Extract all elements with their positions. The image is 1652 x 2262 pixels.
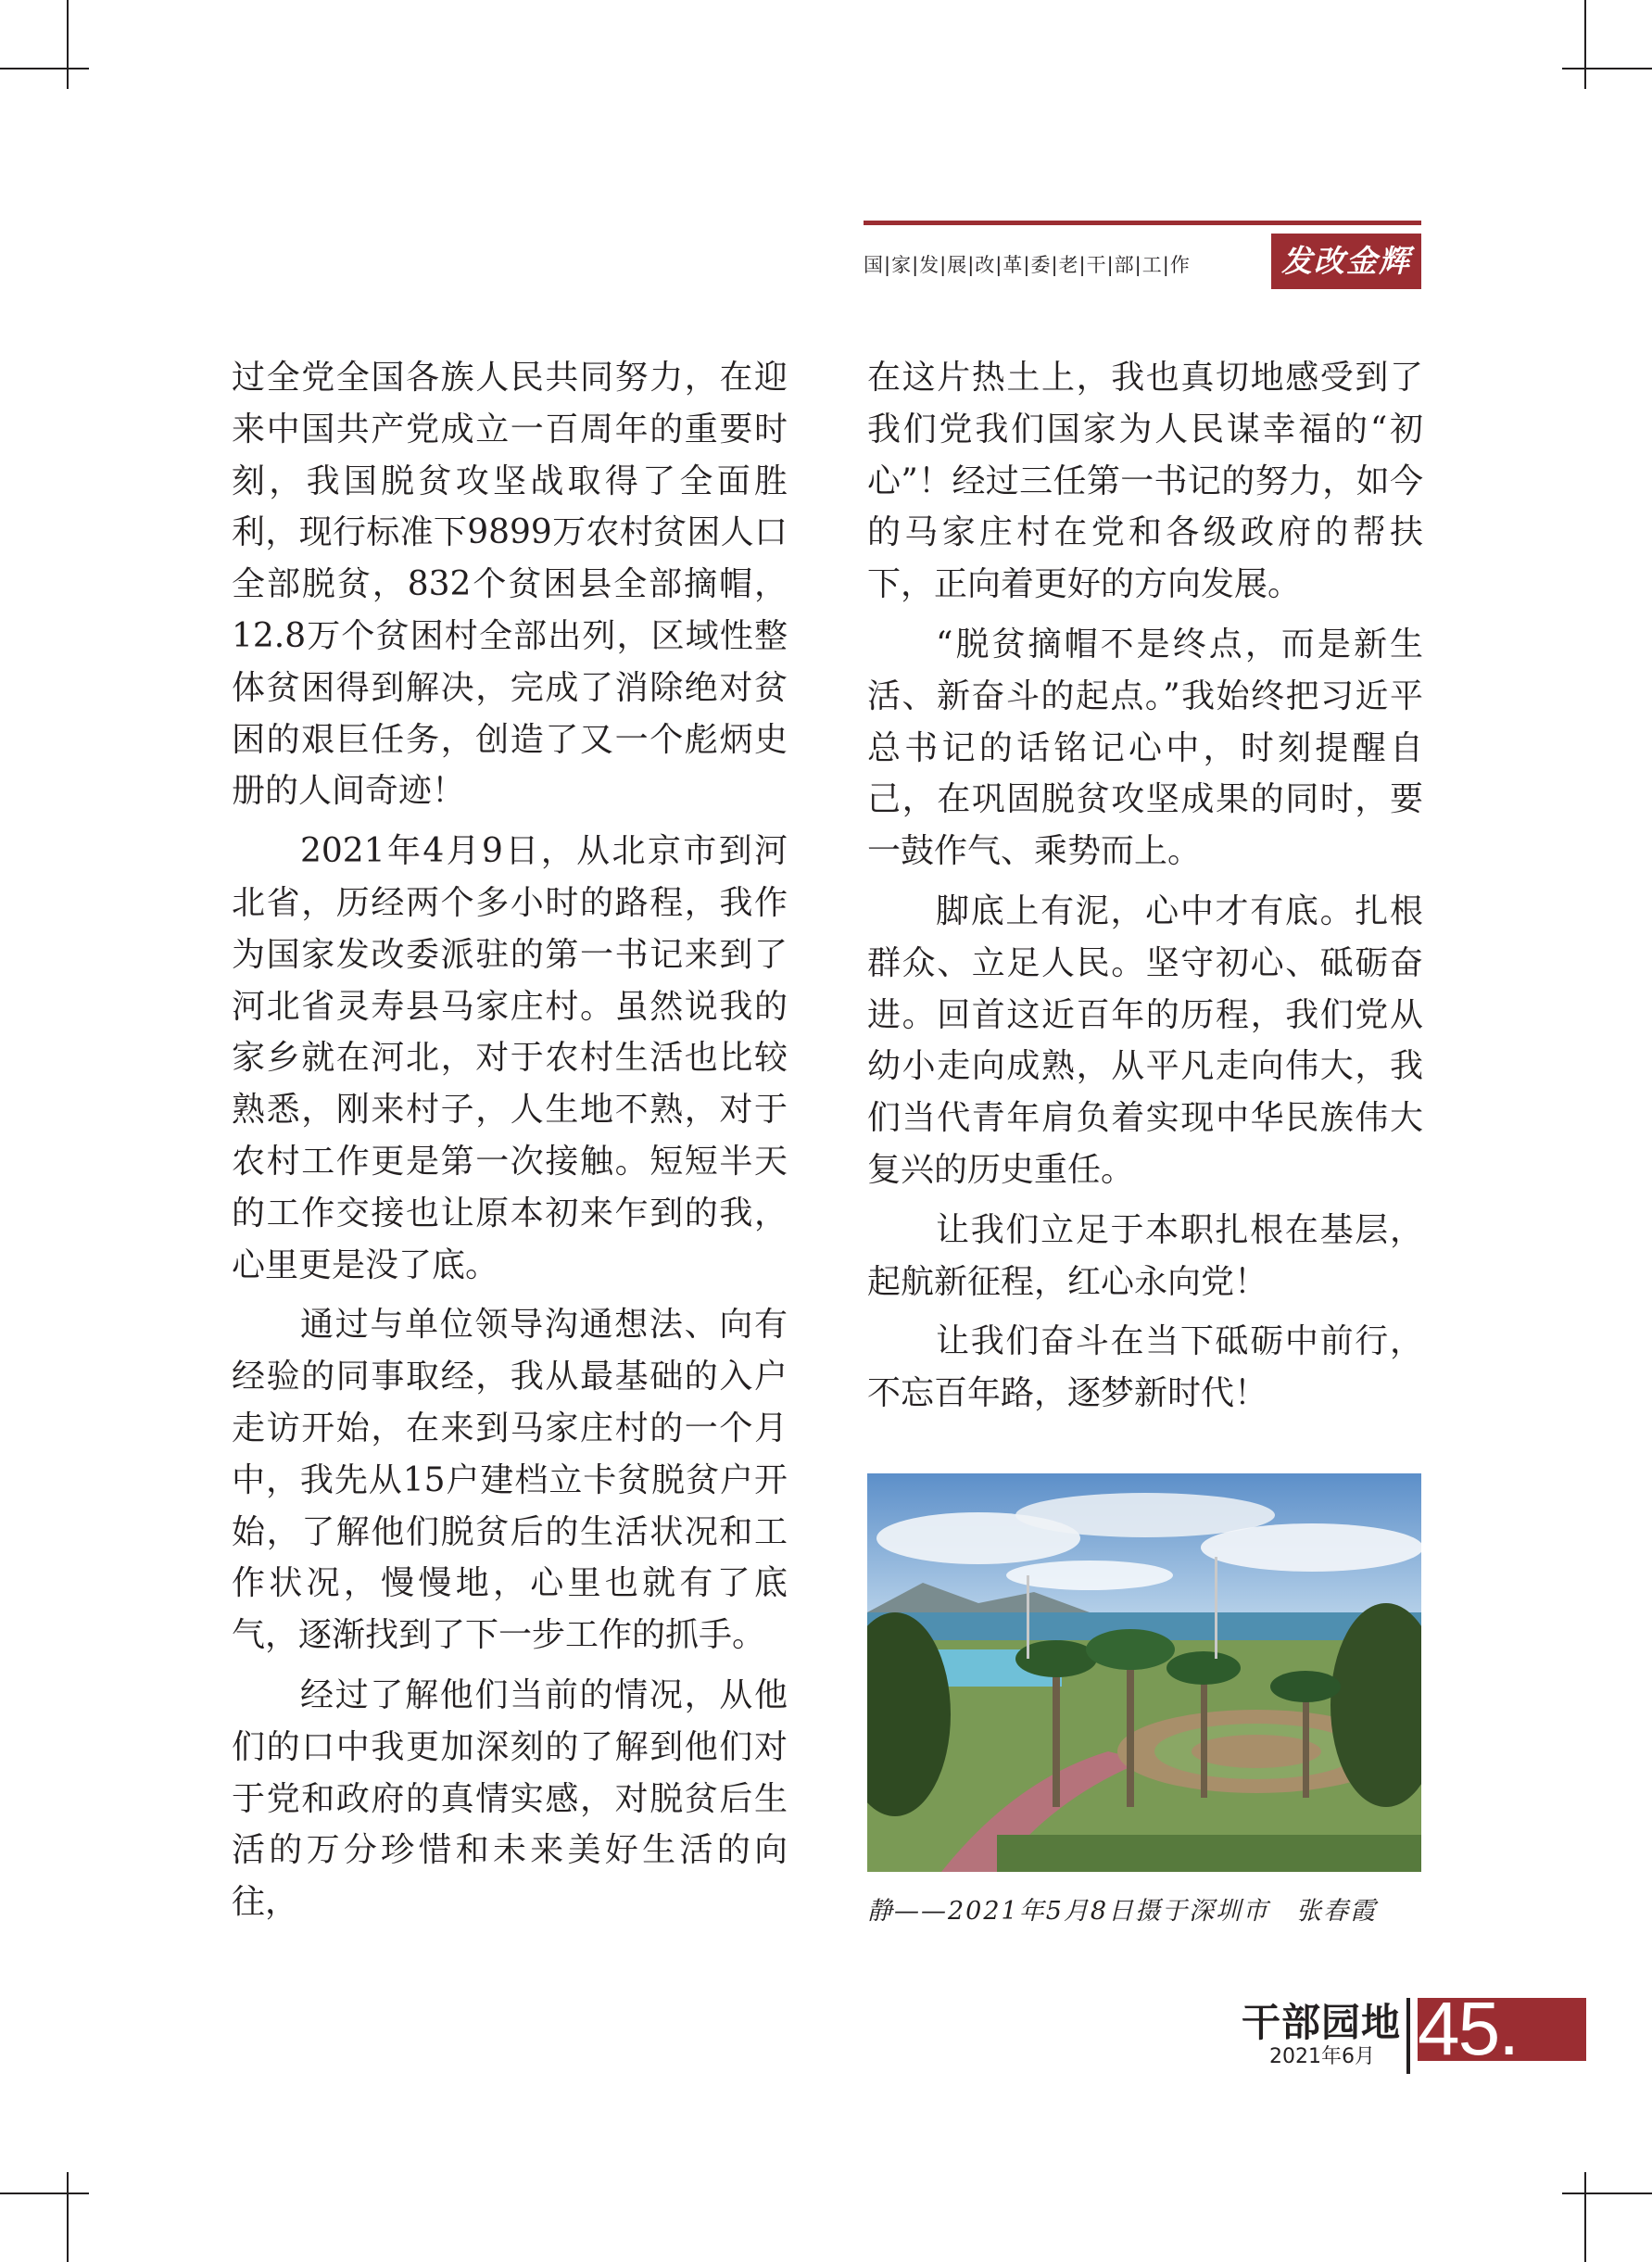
paragraph: 通过与单位领导沟通想法、向有经验的同事取经，我从最基础的入户走访开始，在来到马家庄村的一个月中，我先从15户建档立卡贫脱贫户开始，了解他们脱贫后的生活状况和工作状况，慢慢地，心里也就有了底气，逐渐找到了下一步工作的抓手。 [232, 1306, 788, 1655]
paragraph: 脚底上有泥，心中才有底。扎根群众、立足人民。坚守初心、砥砺奋进。回首这近百年的历程，我们党从幼小走向成熟，从平凡走向伟大，我们当代青年肩负着实现中华民族伟大复兴的历史重任。 [867, 891, 1423, 1189]
left-column [232, 352, 788, 1937]
issue-date: 2021年6月 [1269, 2045, 1375, 2068]
photo-caption: 静——2021年5月8日摄于深圳市 张春霞 [867, 1897, 1378, 1926]
paragraph: 2021年4月9日，从北京市到河北省，历经两个多小时的路程，我作为国家发改委派驻的第一书记来到了河北省灵寿县马家庄村。虽然说我的家乡就在河北，对于农村生活也比较熟悉，刚来村子，人生地不熟，对于农村工作更是第一次接触。短短半天的工作交接也让原本初来乍到的我，心里更是没了底。 [232, 832, 788, 1284]
paragraph: 让我们立足于本职扎根在基层，起航新征程，红心永向党！ [867, 1210, 1423, 1301]
footer-divider [1406, 1998, 1410, 2074]
crop-mark [67, 0, 69, 89]
page-number: 45. [1418, 1987, 1518, 2071]
crop-mark [1584, 0, 1586, 89]
magazine-badge: 发改金辉 [1271, 234, 1421, 289]
crop-mark [67, 2172, 69, 2262]
crop-mark [1562, 68, 1652, 70]
crop-mark [1562, 2192, 1652, 2194]
resort-photo [867, 1473, 1421, 1872]
paragraph: “脱贫摘帽不是终点，而是新生活、新奋斗的起点。”我始终把习近平总书记的话铭记心中，时刻提醒自己，在巩固脱贫攻坚成果的同时，要一鼓作气、乘势而上。 [867, 625, 1423, 871]
paragraph: 过全党全国各族人民共同努力，在迎来中国共产党成立一百周年的重要时刻，我国脱贫攻坚战取得了全面胜利，现行标准下9899万农村贫困人口全部脱贫，832个贫困县全部摘帽，12.8万个贫困村全部出列，区域性整体贫困得到解决，完成了消除绝对贫困的艰巨任务，创造了又一个彪炳史册的人间奇迹！ [232, 359, 788, 811]
header-rule [864, 221, 1421, 225]
paragraph: 经过了解他们当前的情况，从他们的口中我更加深刻的了解到他们对于党和政府的真情实感，对脱贫后生活的万分珍惜和未来美好生活的向往， [232, 1675, 788, 1922]
crop-mark [0, 68, 89, 70]
right-column [867, 352, 1423, 1428]
paragraph: 让我们奋斗在当下砥砺中前行，不忘百年路，逐梦新时代！ [867, 1322, 1423, 1413]
running-header: 国|家|发|展|改|革|委|老|干|部|工|作 [864, 254, 1191, 276]
crop-mark [0, 2192, 89, 2194]
section-title: 干部园地 [1242, 2000, 1402, 2045]
crop-mark [1584, 2172, 1586, 2262]
paragraph: 在这片热土上，我也真切地感受到了我们党我们国家为人民谋幸福的“初心”！经过三任第一书记的努力，如今的马家庄村在党和各级政府的帮扶下，正向着更好的方向发展。 [867, 359, 1423, 604]
